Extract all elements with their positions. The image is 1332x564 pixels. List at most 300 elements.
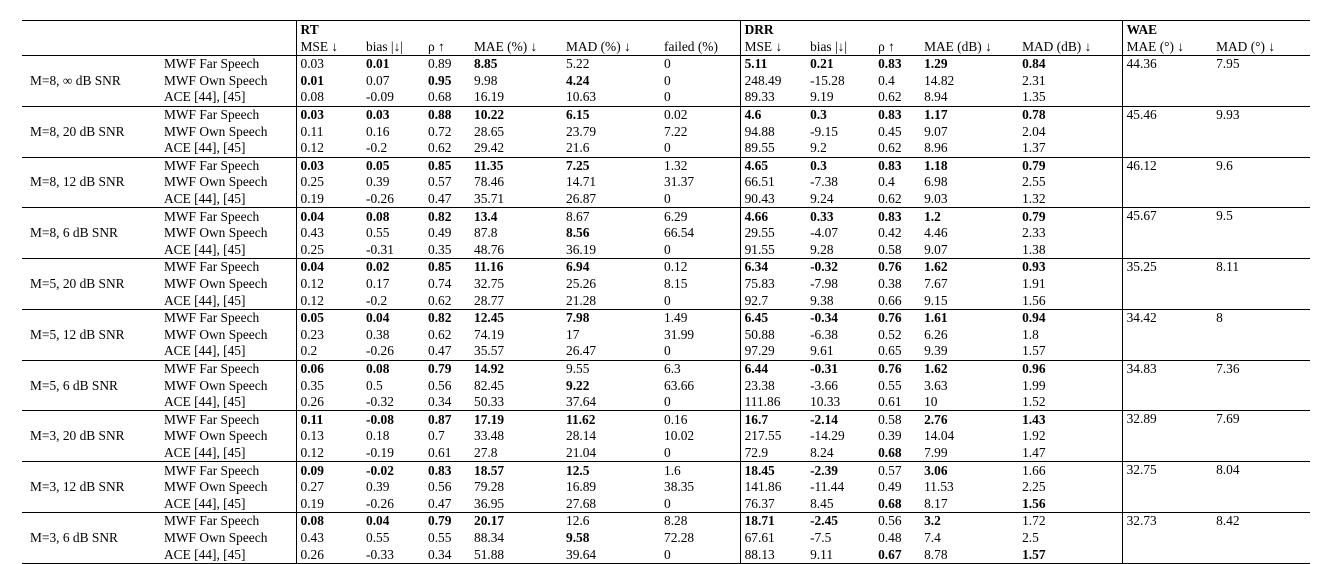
method-label: MWF Own Speech <box>160 174 296 191</box>
header-column-row <box>22 38 1310 56</box>
rt-cell: 0.26 <box>296 394 362 411</box>
drr-cell: 0.62 <box>874 140 920 157</box>
col-rt-mad: MAD (%) ↓ <box>562 38 660 56</box>
method-label: MWF Far Speech <box>160 106 296 123</box>
wae-mad-cell: 9.5 <box>1212 208 1310 259</box>
rt-cell: 0.04 <box>366 310 390 326</box>
method-label: MWF Own Speech <box>160 276 296 293</box>
rt-cell: 7.25 <box>566 157 590 173</box>
table-row <box>22 157 1310 174</box>
rt-cell: 12.6 <box>566 513 590 529</box>
drr-cell: 18.45 <box>740 462 806 479</box>
drr-cell: 0.61 <box>874 394 920 411</box>
wae-mad-cell: 8 <box>1212 309 1310 360</box>
drr-cell: 89.55 <box>740 140 806 157</box>
header-group-row <box>22 21 1310 39</box>
table-row <box>22 343 1310 360</box>
rt-cell: 0.05 <box>300 310 324 326</box>
rt-cell: 25.26 <box>566 276 597 292</box>
drr-cell: 6.45 <box>740 309 806 326</box>
drr-cell: 0.58 <box>878 411 902 427</box>
method-label: ACE [44], [45] <box>160 445 296 462</box>
group-label: M=3, 12 dB SNR <box>22 462 160 513</box>
rt-cell: 0.04 <box>366 513 390 529</box>
rt-cell: 36.95 <box>470 495 562 512</box>
table-row <box>22 89 1310 106</box>
rt-cell: 0.57 <box>428 174 452 190</box>
rt-cell: 0 <box>660 546 740 563</box>
drr-cell: 0.39 <box>878 428 902 444</box>
rt-cell: -0.26 <box>362 191 424 208</box>
method-label: MWF Own Speech <box>160 327 296 344</box>
drr-cell: 5.11 <box>740 56 806 73</box>
rt-cell: 72.28 <box>664 529 695 545</box>
rt-cell: 31.99 <box>664 326 695 342</box>
table-row <box>22 242 1310 259</box>
rt-cell: 9.22 <box>566 377 590 393</box>
method-label: MWF Far Speech <box>160 462 296 479</box>
drr-cell: 1.38 <box>1018 242 1122 259</box>
table-row <box>22 191 1310 208</box>
rt-cell: 37.64 <box>562 394 660 411</box>
rt-cell: 10.22 <box>474 107 505 123</box>
wae-mae-cell: 45.67 <box>1122 208 1212 259</box>
rt-cell: 38.35 <box>664 479 695 495</box>
drr-group-header: DRR <box>740 21 1122 39</box>
drr-cell: 1.62 <box>924 360 948 376</box>
rt-cell: 0.35 <box>424 242 470 259</box>
method-label: MWF Own Speech <box>160 73 296 90</box>
rt-cell: 74.19 <box>474 326 505 342</box>
rt-cell: 0.34 <box>424 546 470 563</box>
drr-cell: 0.3 <box>810 107 827 123</box>
table-row <box>22 208 1310 225</box>
rt-cell: 23.79 <box>566 123 597 139</box>
rt-cell: 0.47 <box>424 495 470 512</box>
drr-cell: 16.7 <box>740 411 806 428</box>
rt-cell: 0.49 <box>428 225 452 241</box>
drr-cell: 1.29 <box>924 56 948 72</box>
rt-cell: 17 <box>566 326 580 342</box>
wae-mae-cell: 45.46 <box>1122 106 1212 157</box>
wae-mad-cell: 8.04 <box>1212 462 1310 513</box>
rt-cell: 11.62 <box>566 411 596 427</box>
drr-cell: 4.66 <box>740 208 806 225</box>
group-label: M=5, 20 dB SNR <box>22 259 160 310</box>
table-row <box>22 309 1310 326</box>
drr-cell: -14.29 <box>810 428 845 444</box>
table-row <box>22 123 1310 140</box>
rt-cell: 32.75 <box>474 276 505 292</box>
drr-cell: 1.17 <box>924 107 948 123</box>
drr-cell: 4.65 <box>740 157 806 174</box>
rt-cell: 0.08 <box>300 513 324 529</box>
table-row <box>22 411 1310 428</box>
wae-mad-cell: 9.6 <box>1212 157 1310 208</box>
method-label: MWF Far Speech <box>160 157 296 174</box>
drr-cell: 1.72 <box>1022 513 1046 529</box>
wae-mad-cell: 8.11 <box>1212 259 1310 310</box>
rt-cell: 27.68 <box>562 495 660 512</box>
rt-cell: 0.16 <box>664 411 688 427</box>
rt-cell: -0.26 <box>362 343 424 360</box>
col-wae-mae: MAE (°) ↓ <box>1122 38 1212 56</box>
drr-cell: 0.65 <box>874 343 920 360</box>
drr-cell: 3.06 <box>924 462 948 478</box>
drr-cell: -2.14 <box>810 411 838 427</box>
drr-cell: 2.25 <box>1022 479 1046 495</box>
rt-cell: 1.32 <box>664 157 688 173</box>
table-row <box>22 360 1310 377</box>
drr-cell: -3.66 <box>810 377 838 393</box>
col-drr-mse: MSE ↓ <box>740 38 806 56</box>
drr-cell: 0.79 <box>1022 157 1046 173</box>
drr-cell: 2.33 <box>1022 225 1046 241</box>
drr-cell: 10 <box>920 394 1018 411</box>
rt-cell: 0.08 <box>296 89 362 106</box>
rt-cell: 0 <box>660 495 740 512</box>
rt-cell: 11.16 <box>474 259 504 275</box>
method-label: ACE [44], [45] <box>160 191 296 208</box>
rt-cell: 16.19 <box>470 89 562 106</box>
rt-cell: 0.01 <box>366 56 390 72</box>
drr-cell: 1.18 <box>924 157 948 173</box>
drr-cell: 0.84 <box>1022 56 1046 72</box>
drr-cell: 0.83 <box>878 157 902 173</box>
drr-cell: 94.88 <box>740 123 806 140</box>
rt-group-header: RT <box>296 21 740 39</box>
rt-cell: 0 <box>660 445 740 462</box>
rt-cell: 0 <box>660 140 740 157</box>
rt-cell: -0.09 <box>362 89 424 106</box>
rt-cell: 14.92 <box>474 360 505 376</box>
rt-cell: 0.7 <box>428 428 445 444</box>
rt-cell: 0.85 <box>428 157 452 173</box>
drr-cell: 11.53 <box>924 479 954 495</box>
rt-cell: 0.11 <box>300 123 324 139</box>
rt-cell: 27.8 <box>470 445 562 462</box>
wae-mad-cell: 8.42 <box>1212 513 1310 564</box>
rt-cell: 0.79 <box>428 360 452 376</box>
table-row <box>22 56 1310 73</box>
drr-cell: 1.32 <box>1018 191 1122 208</box>
rt-cell: 13.4 <box>474 208 498 224</box>
rt-cell: 28.77 <box>470 292 562 309</box>
rt-cell: 0.06 <box>300 360 324 376</box>
drr-cell: 0.4 <box>878 174 895 190</box>
table-row <box>22 479 1310 496</box>
table-row <box>22 462 1310 479</box>
rt-cell: 35.57 <box>470 343 562 360</box>
method-label: ACE [44], [45] <box>160 394 296 411</box>
drr-cell: -6.38 <box>810 326 838 342</box>
drr-cell: 1.56 <box>1018 292 1122 309</box>
rt-cell: 0.16 <box>366 123 390 139</box>
drr-cell: 1.52 <box>1018 394 1122 411</box>
drr-cell: 9.61 <box>806 343 874 360</box>
rt-cell: 50.33 <box>470 394 562 411</box>
rt-cell: 29.42 <box>470 140 562 157</box>
drr-cell: 0.45 <box>878 123 902 139</box>
drr-cell: 67.61 <box>740 530 806 547</box>
drr-cell: 3.63 <box>924 377 948 393</box>
drr-cell: 8.45 <box>806 495 874 512</box>
rt-cell: 0.82 <box>428 208 452 224</box>
rt-cell: -0.19 <box>362 445 424 462</box>
rt-cell: 79.28 <box>474 479 505 495</box>
method-label: MWF Far Speech <box>160 513 296 530</box>
rt-cell: -0.02 <box>366 462 394 478</box>
method-label: ACE [44], [45] <box>160 546 296 563</box>
method-label: MWF Own Speech <box>160 225 296 242</box>
wae-mad-cell: 7.69 <box>1212 411 1310 462</box>
group-label: M=8, 12 dB SNR <box>22 157 160 208</box>
rt-cell: 0.23 <box>300 326 324 342</box>
drr-cell: 1.91 <box>1022 276 1046 292</box>
rt-cell: 0.02 <box>366 259 390 275</box>
drr-cell: 50.88 <box>740 327 806 344</box>
drr-cell: 6.98 <box>924 174 948 190</box>
drr-cell: 8.24 <box>806 445 874 462</box>
drr-cell: 0.57 <box>878 462 902 478</box>
drr-cell: 0.21 <box>810 56 834 72</box>
rt-cell: 9.55 <box>566 360 590 376</box>
rt-cell: 0.12 <box>296 445 362 462</box>
table-row <box>22 174 1310 191</box>
wae-group-header: WAE <box>1122 21 1310 39</box>
table-row <box>22 327 1310 344</box>
rt-cell: 0.04 <box>300 259 324 275</box>
drr-cell: -0.31 <box>810 360 838 376</box>
drr-cell: 2.76 <box>924 411 948 427</box>
drr-cell: 0.83 <box>878 208 902 224</box>
table-row <box>22 445 1310 462</box>
drr-cell: 23.38 <box>740 377 806 394</box>
wae-mae-cell: 32.73 <box>1122 513 1212 564</box>
drr-cell: 0.67 <box>874 546 920 563</box>
rt-cell: 0.19 <box>296 495 362 512</box>
method-label: MWF Own Speech <box>160 428 296 445</box>
drr-cell: 1.57 <box>1018 546 1122 563</box>
drr-cell: -4.07 <box>810 225 838 241</box>
drr-cell: 4.46 <box>924 225 948 241</box>
rt-cell: 0.08 <box>366 360 390 376</box>
drr-cell: 8.78 <box>920 546 1018 563</box>
table-row <box>22 377 1310 394</box>
rt-cell: 0.03 <box>300 157 324 173</box>
wae-mae-cell: 46.12 <box>1122 157 1212 208</box>
drr-cell: 89.33 <box>740 89 806 106</box>
drr-cell: 0.76 <box>878 360 902 376</box>
drr-cell: 9.11 <box>806 546 874 563</box>
drr-cell: -0.32 <box>810 259 838 275</box>
rt-cell: 0.62 <box>424 292 470 309</box>
method-label: ACE [44], [45] <box>160 242 296 259</box>
rt-cell: 0.62 <box>424 140 470 157</box>
rt-cell: -0.2 <box>362 292 424 309</box>
drr-cell: 0.79 <box>1022 208 1046 224</box>
wae-mae-cell: 34.42 <box>1122 309 1212 360</box>
drr-cell: 1.35 <box>1018 89 1122 106</box>
rt-cell: 0.95 <box>428 72 452 88</box>
rt-cell: 1.49 <box>664 310 688 326</box>
drr-cell: 0.96 <box>1022 360 1046 376</box>
drr-cell: 9.24 <box>806 191 874 208</box>
rt-cell: 0.61 <box>424 445 470 462</box>
rt-cell: 0.39 <box>366 174 390 190</box>
drr-cell: 7.67 <box>924 276 948 292</box>
drr-cell: 2.5 <box>1022 529 1039 545</box>
rt-cell: 0.88 <box>428 107 452 123</box>
rt-cell: 0.13 <box>300 428 324 444</box>
rt-cell: 0.05 <box>366 157 390 173</box>
rt-cell: 39.64 <box>562 546 660 563</box>
method-label: MWF Own Speech <box>160 530 296 547</box>
wae-mad-cell: 7.36 <box>1212 360 1310 411</box>
rt-cell: 5.22 <box>566 56 590 72</box>
rt-cell: 0.38 <box>366 326 390 342</box>
drr-cell: -0.34 <box>810 310 838 326</box>
drr-cell: 0.83 <box>878 107 902 123</box>
group-label: M=8, ∞ dB SNR <box>22 56 160 107</box>
drr-cell: 0.3 <box>810 157 827 173</box>
rt-cell: 35.71 <box>470 191 562 208</box>
drr-cell: 6.34 <box>740 259 806 276</box>
col-rt-bias: bias |↓| <box>362 38 424 56</box>
rt-cell: 36.19 <box>562 242 660 259</box>
rt-cell: 6.29 <box>664 208 688 224</box>
rt-cell: 0.34 <box>424 394 470 411</box>
drr-cell: 0.76 <box>878 259 902 275</box>
rt-cell: 0.07 <box>366 72 390 88</box>
drr-cell: 141.86 <box>740 479 806 496</box>
col-rt-failed: failed (%) <box>660 38 740 56</box>
drr-cell: 9.39 <box>920 343 1018 360</box>
drr-cell: 0.93 <box>1022 259 1046 275</box>
rt-cell: 0.09 <box>300 462 324 478</box>
drr-cell: 9.38 <box>806 292 874 309</box>
rt-cell: 0.79 <box>428 513 452 529</box>
rt-cell: 0.39 <box>366 479 390 495</box>
drr-cell: 1.99 <box>1022 377 1046 393</box>
rt-cell: 82.45 <box>474 377 505 393</box>
rt-cell: 1.6 <box>664 462 681 478</box>
rt-cell: 0.43 <box>300 225 324 241</box>
rt-cell: 6.3 <box>664 360 681 376</box>
table-row <box>22 140 1310 157</box>
rt-cell: 0.12 <box>300 276 324 292</box>
rt-cell: 18.57 <box>474 462 505 478</box>
group-label: M=8, 20 dB SNR <box>22 106 160 157</box>
rt-cell: 78.46 <box>474 174 505 190</box>
rt-cell: 0.18 <box>366 428 390 444</box>
wae-mae-cell: 32.89 <box>1122 411 1212 462</box>
rt-cell: 8.56 <box>566 225 590 241</box>
col-drr-rho: ρ ↑ <box>874 38 920 56</box>
drr-cell: 1.66 <box>1022 462 1046 478</box>
drr-cell: 1.57 <box>1018 343 1122 360</box>
drr-cell: 8.96 <box>920 140 1018 157</box>
rt-cell: 0.82 <box>428 310 452 326</box>
drr-cell: 0.4 <box>878 72 895 88</box>
drr-cell: -2.39 <box>810 462 838 478</box>
group-label: M=8, 6 dB SNR <box>22 208 160 259</box>
drr-cell: 18.71 <box>740 513 806 530</box>
drr-cell: 7.99 <box>920 445 1018 462</box>
rt-cell: 0.55 <box>428 529 452 545</box>
wae-mad-cell: 9.93 <box>1212 106 1310 157</box>
table-row <box>22 259 1310 276</box>
drr-cell: 2.55 <box>1022 174 1046 190</box>
drr-cell: 9.07 <box>924 123 948 139</box>
rt-cell: 0 <box>660 292 740 309</box>
drr-cell: -15.28 <box>810 72 845 88</box>
method-label: MWF Far Speech <box>160 360 296 377</box>
rt-cell: 51.88 <box>470 546 562 563</box>
rt-cell: 7.98 <box>566 310 590 326</box>
rt-cell: 0.55 <box>366 529 390 545</box>
rt-cell: 9.98 <box>474 72 498 88</box>
drr-cell: 0.62 <box>874 89 920 106</box>
drr-cell: 0.68 <box>874 445 920 462</box>
method-label: ACE [44], [45] <box>160 292 296 309</box>
method-label: MWF Far Speech <box>160 259 296 276</box>
rt-cell: 0.03 <box>300 107 324 123</box>
drr-cell: 1.2 <box>924 208 941 224</box>
rt-cell: 0.08 <box>366 208 390 224</box>
rt-cell: -0.2 <box>362 140 424 157</box>
drr-cell: 76.37 <box>740 495 806 512</box>
drr-cell: 1.61 <box>924 310 948 326</box>
rt-cell: 66.54 <box>664 225 695 241</box>
group-label: M=5, 12 dB SNR <box>22 309 160 360</box>
rt-cell: 21.6 <box>562 140 660 157</box>
drr-cell: 0.76 <box>878 310 902 326</box>
rt-cell: 0.04 <box>300 208 324 224</box>
rt-cell: 88.34 <box>474 529 505 545</box>
drr-cell: 0.58 <box>874 242 920 259</box>
col-wae-mad: MAD (°) ↓ <box>1212 38 1310 56</box>
method-label: ACE [44], [45] <box>160 140 296 157</box>
col-drr-bias: bias |↓| <box>806 38 874 56</box>
drr-cell: 0.48 <box>878 529 902 545</box>
drr-cell: 9.07 <box>920 242 1018 259</box>
rt-cell: 10.02 <box>664 428 695 444</box>
drr-cell: 217.55 <box>740 428 806 445</box>
rt-cell: 26.87 <box>562 191 660 208</box>
drr-cell: 9.19 <box>806 89 874 106</box>
drr-cell: -7.38 <box>810 174 838 190</box>
method-label: MWF Far Speech <box>160 411 296 428</box>
drr-cell: 9.03 <box>920 191 1018 208</box>
wae-mae-cell: 35.25 <box>1122 259 1212 310</box>
rt-cell: 10.63 <box>562 89 660 106</box>
rt-cell: 31.37 <box>664 174 695 190</box>
rt-cell: 12.5 <box>566 462 590 478</box>
rt-cell: 0 <box>664 56 671 72</box>
rt-cell: 8.15 <box>664 276 688 292</box>
drr-cell: -11.44 <box>810 479 845 495</box>
wae-mae-cell: 44.36 <box>1122 56 1212 107</box>
drr-cell: 0.42 <box>878 225 902 241</box>
rt-cell: 17.19 <box>474 411 505 427</box>
rt-cell: -0.32 <box>362 394 424 411</box>
table-row <box>22 530 1310 547</box>
rt-cell: 0.47 <box>424 191 470 208</box>
drr-cell: 92.7 <box>740 292 806 309</box>
col-rt-rho: ρ ↑ <box>424 38 470 56</box>
drr-cell: 9.28 <box>806 242 874 259</box>
